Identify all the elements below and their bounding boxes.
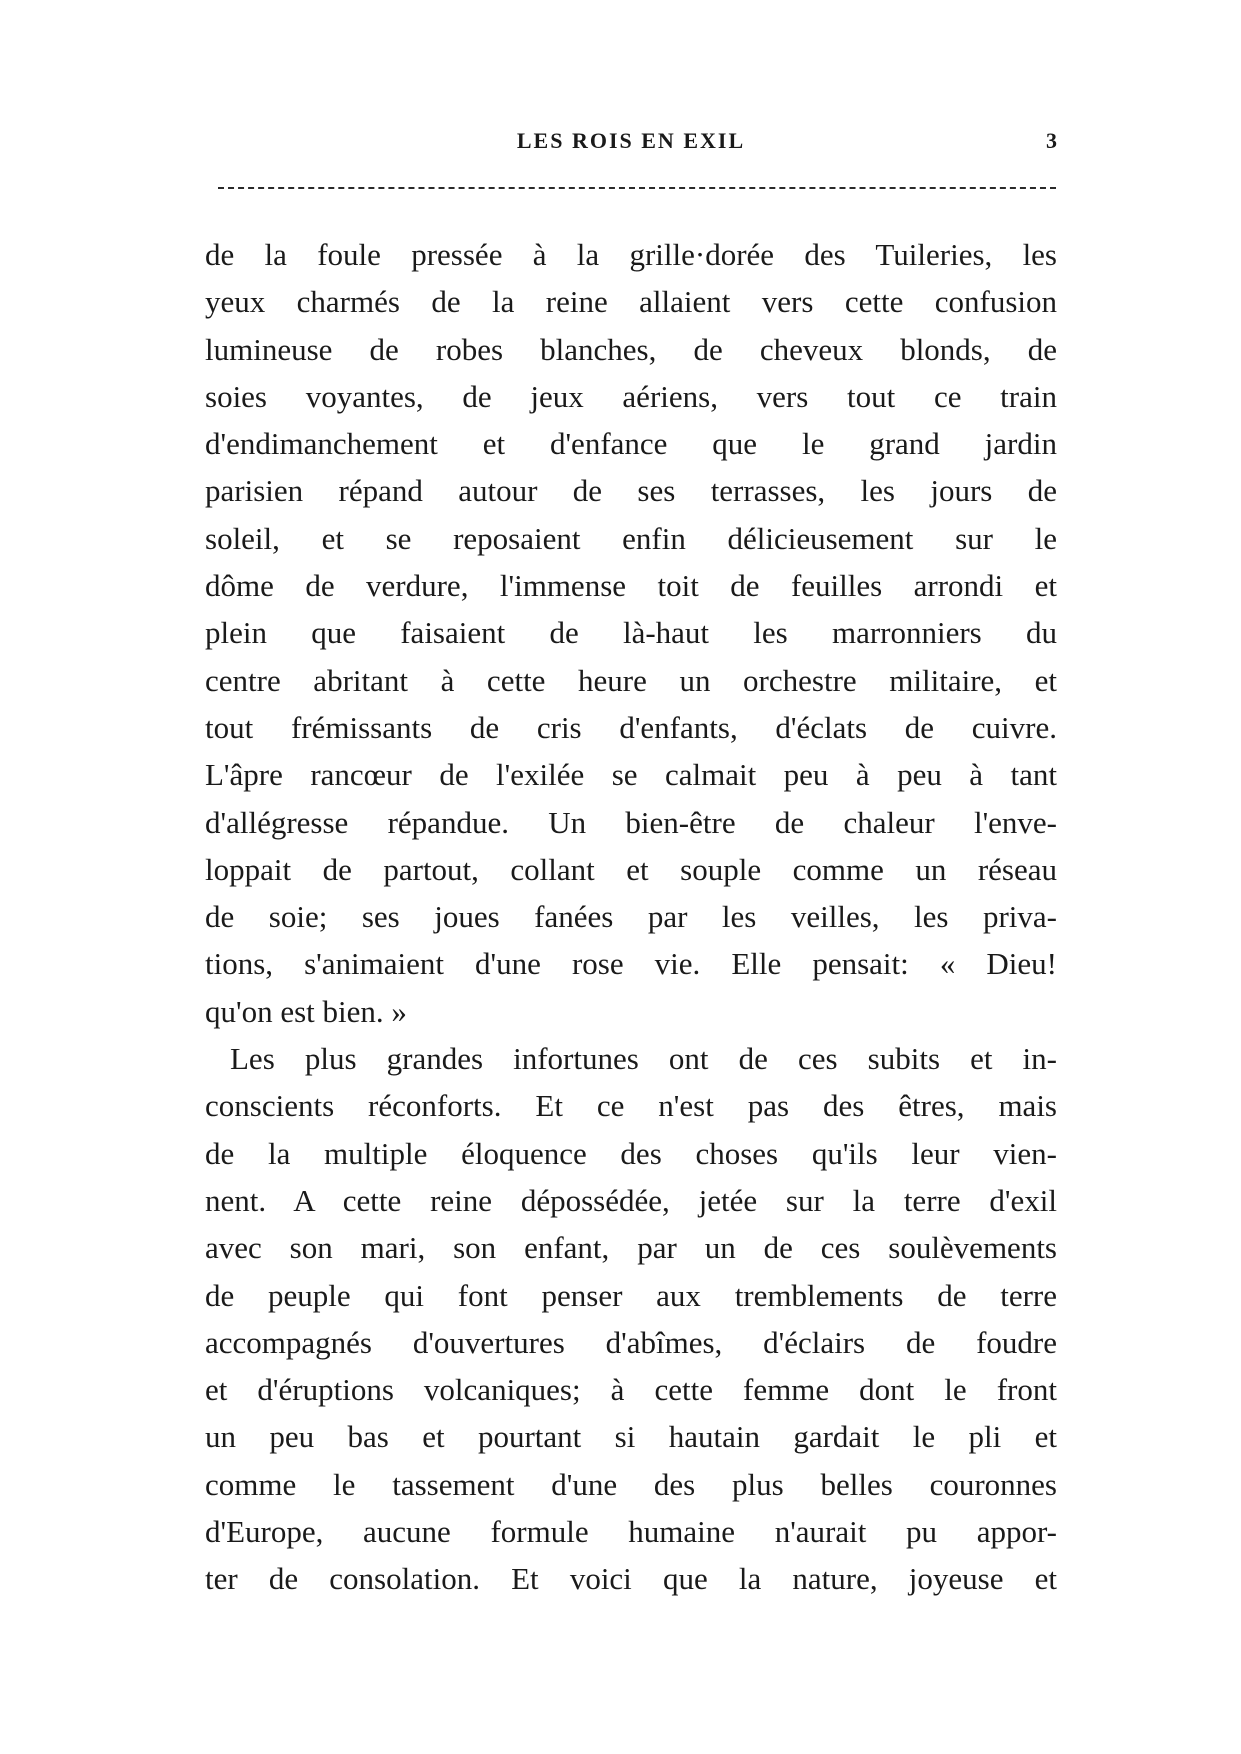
running-head	[205, 128, 1057, 160]
text-line: lumineuse de robes blanches, de cheveux blonds, de	[205, 331, 1057, 367]
text-line: soies voyantes, de jeux aériens, vers tout ce train	[205, 378, 1057, 414]
text-line: tout frémissants de cris d'enfants, d'éclats de cuivre.	[205, 709, 1057, 745]
text-line: un peu bas et pourtant si hautain gardait le pli et	[205, 1419, 1057, 1455]
text-line: qu'on est bien. »	[205, 993, 407, 1029]
text-line: nent. A cette reine dépossédée, jetée sur la terre d'exil	[205, 1182, 1057, 1218]
text-line: accompagnés d'ouvertures d'abîmes, d'éclairs de foudre	[205, 1324, 1057, 1360]
text-line: tions, s'animaient d'une rose vie. Elle pensait: « Dieu!	[205, 946, 1057, 982]
text-line: et d'éruptions volcaniques; à cette femme dont le front	[205, 1372, 1057, 1408]
text-line: L'âpre rancœur de l'exilée se calmait peu à peu à tant	[205, 757, 1057, 793]
text-line: loppait de partout, collant et souple comme un réseau	[205, 851, 1057, 887]
text-line: de soie; ses joues fanées par les veilles, les priva-	[205, 899, 1057, 935]
page-number: 3	[1046, 128, 1057, 153]
text-line: de peuple qui font penser aux tremblements de terre	[205, 1277, 1057, 1313]
text-line: Les plus grandes infortunes ont de ces subits et in-	[230, 1041, 1057, 1077]
text-line: ter de consolation. Et voici que la nature, joyeuse et	[205, 1561, 1057, 1597]
header-rule	[218, 187, 1056, 189]
running-title: LES ROIS EN EXIL	[516, 128, 746, 153]
text-line: conscients réconforts. Et ce n'est pas des êtres, mais	[205, 1088, 1057, 1124]
text-line: avec son mari, son enfant, par un de ces soulèvements	[205, 1230, 1057, 1266]
text-line: d'Europe, aucune formule humaine n'aurait pu appor-	[205, 1514, 1057, 1550]
text-line: de la multiple éloquence des choses qu'ils leur vien-	[205, 1135, 1057, 1171]
text-line: d'allégresse répandue. Un bien-être de chaleur l'enve-	[205, 804, 1057, 840]
text-line: centre abritant à cette heure un orchestre militaire, et	[205, 662, 1057, 698]
text-line: de la foule pressée à la grille·dorée des Tuileries, les	[205, 237, 1057, 272]
body-text	[205, 231, 1057, 1603]
text-line: yeux charmés de la reine allaient vers cette confusion	[205, 284, 1057, 320]
text-line: d'endimanchement et d'enfance que le grand jardin	[205, 426, 1057, 462]
text-line: plein que faisaient de là-haut les marronniers du	[205, 615, 1057, 651]
text-line: parisien répand autour de ses terrasses, les jours de	[205, 473, 1057, 509]
text-line: dôme de verdure, l'immense toit de feuilles arrondi et	[205, 568, 1057, 604]
text-line: soleil, et se reposaient enfin délicieusement sur le	[205, 520, 1057, 556]
text-line: comme le tassement d'une des plus belles couronnes	[205, 1466, 1057, 1502]
